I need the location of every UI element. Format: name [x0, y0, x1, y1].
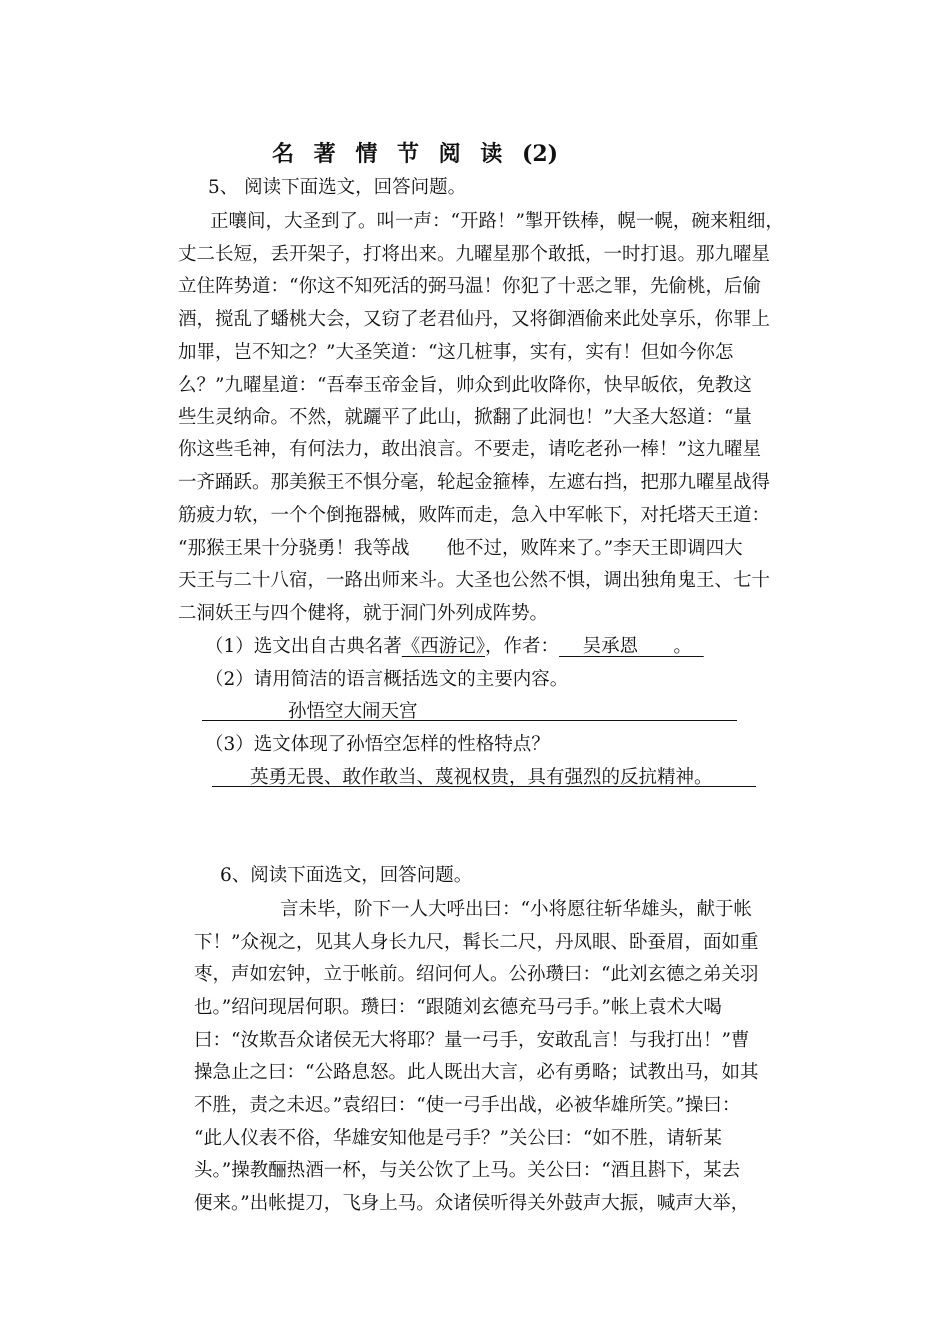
q5-sub3-answer-line: [212, 786, 756, 787]
title-text: 名 著 情 节 阅 读: [272, 141, 509, 167]
q5-sub1: [205, 635, 704, 659]
q6-passage-line: “此人仪表不俗，华雄安知他是弓手？”关公曰：“如不胜，请斩某: [194, 1128, 722, 1149]
q6-passage-line: 曰：“汝欺吾众诸侯无大将耶？量一弓手，安敢乱言！与我打出！”曹: [194, 1030, 750, 1051]
q5-sub1-middle: ，作者：: [485, 636, 560, 657]
q6-passage-line: 便来。”出帐提刀，飞身上马。众诸侯听得关外鼓声大振，喊声大举，: [194, 1193, 750, 1214]
q5-sub2-answer: 孙悟空大闹天宫: [288, 701, 418, 722]
q5-sub3-answer: 英勇无畏、敢作敢当、蔑视权贵，具有强烈的反抗精神。: [250, 767, 713, 788]
q5-prompt: 5、 阅读下面选文，回答问题。: [208, 177, 467, 198]
q6-passage-line: 不胜，责之未迟。”袁绍曰：“使一弓手出战，必被华雄所笑。”操曰：: [194, 1095, 741, 1116]
q6-passage-line: 也。”绍问现居何职。瓒曰：“跟随刘玄德充马弓手。”帐上袁术大喝: [194, 997, 722, 1018]
q5-sub1-author-answer: 吴承恩 。: [582, 636, 692, 657]
q6-passage-line: 下！”众视之，见其人身长九尺，髯长二尺，丹凤眼、卧蚕眉，面如重: [194, 932, 759, 953]
q6-passage-line: 枣，声如宏钟，立于帐前。绍问何人。公孙瓒曰：“此刘玄德之弟关羽: [194, 964, 759, 985]
q5-passage-line: 些生灵纳命。不然，就躧平了此山，掀翻了此洞也！”大圣大怒道：“量: [178, 407, 752, 428]
q5-passage-line: 加罪，岂不知之？”大圣笑道：“这几桩事，实有，实有！但如今你怎: [178, 342, 734, 363]
q5-sub2-prompt: （2）请用简洁的语言概括选文的主要内容。: [205, 669, 569, 690]
q6-passage-line: 头。”操教酾热酒一杯，与关公饮了上马。关公曰：“酒且斟下，某去: [194, 1160, 741, 1181]
q5-sub3-prompt: （3）选文体现了孙悟空怎样的性格特点？: [205, 734, 550, 755]
q5-passage-line: 丈二长短，丢开架子，打将出来。九曜星那个敢抵，一时打退。那九曜星: [178, 244, 771, 265]
q5-passage-line: 正嚷间，大圣到了。叫一声：“开路！”掣开铁棒，幌一幌，碗来粗细，: [210, 211, 784, 232]
q5-passage-line: 筋疲力软，一个个倒拖器械，败阵而走，急入中军帐下，对托塔天王道：: [178, 505, 771, 526]
q5-passage-line: 一齐踊跃。那美猴王不惧分毫，轮起金箍棒，左遮右挡，把那九曜星战得: [178, 472, 771, 493]
q5-passage-line: 立住阵势道：“你这不知死活的弼马温！你犯了十恶之罪，先偷桃，后偷: [178, 276, 761, 297]
q5-sub2-answer-line: [202, 720, 737, 721]
page-title: [272, 137, 558, 168]
q6-prompt: 6、阅读下面选文，回答问题。: [220, 865, 473, 886]
q5-passage-line: 二洞妖王与四个健将，就于洞门外列成阵势。: [178, 603, 549, 624]
q5-sub1-prefix: （1）选文出自古典名著: [205, 636, 402, 657]
q5-passage-line: “那猴王果十分骁勇！我等战 他不过，败阵来了。”李天王即调四大: [178, 538, 743, 559]
q5-passage-line: 天王与二十八宿，一路出师来斗。大圣也公然不惧，调出独角鬼王、七十: [178, 570, 771, 591]
q5-passage-line: 你这些毛神，有何法力，敢出浪言。不要走，请吃老孙一棒！”这九曜星: [178, 439, 761, 460]
q6-passage-line: 言未毕，阶下一人大呼出曰：“小将愿往斩华雄头，献于帐: [280, 899, 752, 920]
q5-passage-line: 酒，搅乱了蟠桃大会，又窃了老君仙丹，又将御酒偷来此处享乐，你罪上: [178, 309, 771, 330]
q6-passage-line: 操急止之曰：“公路息怒。此人既出大言，必有勇略；试教出马，如其: [194, 1062, 759, 1083]
q5-sub1-book: 《西游记》: [401, 636, 486, 657]
q5-passage-line: 么？”九曜星道：“吾奉玉帝金旨，帅众到此收降你，快早皈依，免教这: [178, 375, 752, 396]
title-number: (2): [521, 141, 559, 167]
